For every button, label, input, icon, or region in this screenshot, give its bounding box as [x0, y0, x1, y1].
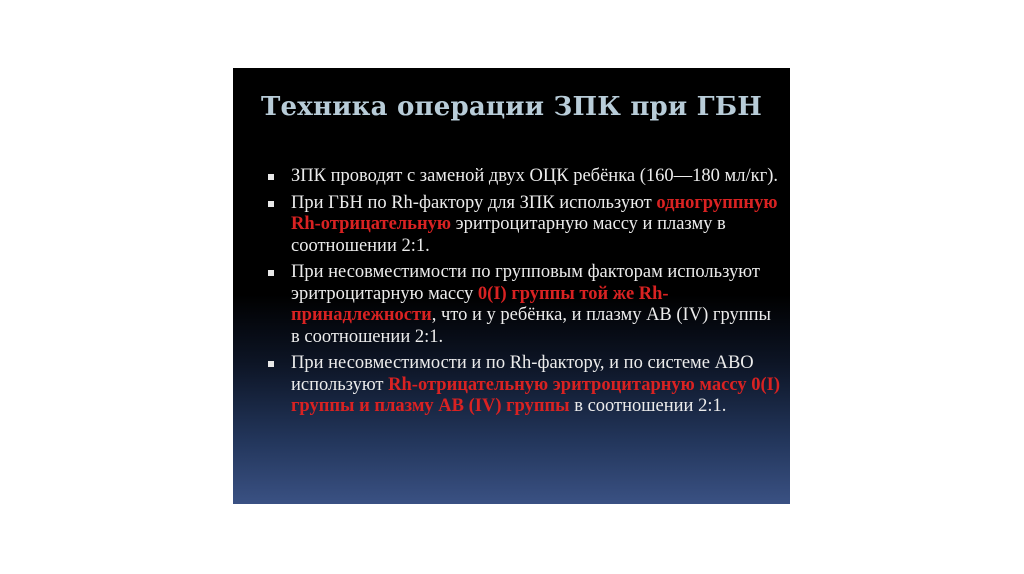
slide [233, 68, 790, 504]
bullet-item [265, 193, 780, 258]
bullet-text: При ГБН по Rh-фактору для ЗПК используют [291, 192, 657, 213]
bullet-text: в соотношении 2:1. [569, 396, 727, 416]
bullet-text: эритроцитарную массу и плазму в соотношении 2:1. [291, 214, 726, 256]
bullet-highlight-text: одногруппную Rh-отрицательную [291, 192, 778, 234]
square-bullet-icon [268, 174, 274, 180]
bullet-text: При несовместимости по групповым факторам используют эритроцитарную массу [291, 262, 760, 304]
bullet-text: , что и у ребёнка, и плазму АВ (IV) группы в соотношении 2:1. [291, 305, 771, 347]
bullet-highlight-text: 0(I) группы той же Rh-принадлежности [291, 283, 669, 325]
slide-title: Техника операции ЗПК при ГБН [260, 92, 763, 122]
bullet-text: ЗПК проводят с заменой двух ОЦК ребёнка (160—180 мл/кг). [291, 166, 778, 186]
bullet-item [265, 262, 780, 348]
bullet-list [265, 166, 780, 423]
square-bullet-icon [268, 361, 274, 367]
bullet-highlight-text: Rh-отрицательную эритроцитарную массу 0(I) группы и плазму АВ (IV) группы [291, 374, 780, 416]
square-bullet-icon [268, 270, 274, 276]
bullet-item [265, 353, 780, 418]
bullet-text: При несовместимости и по Rh-фактору, и по системе АВО используют [291, 353, 754, 395]
bullet-item [265, 166, 780, 188]
square-bullet-icon [268, 201, 274, 207]
